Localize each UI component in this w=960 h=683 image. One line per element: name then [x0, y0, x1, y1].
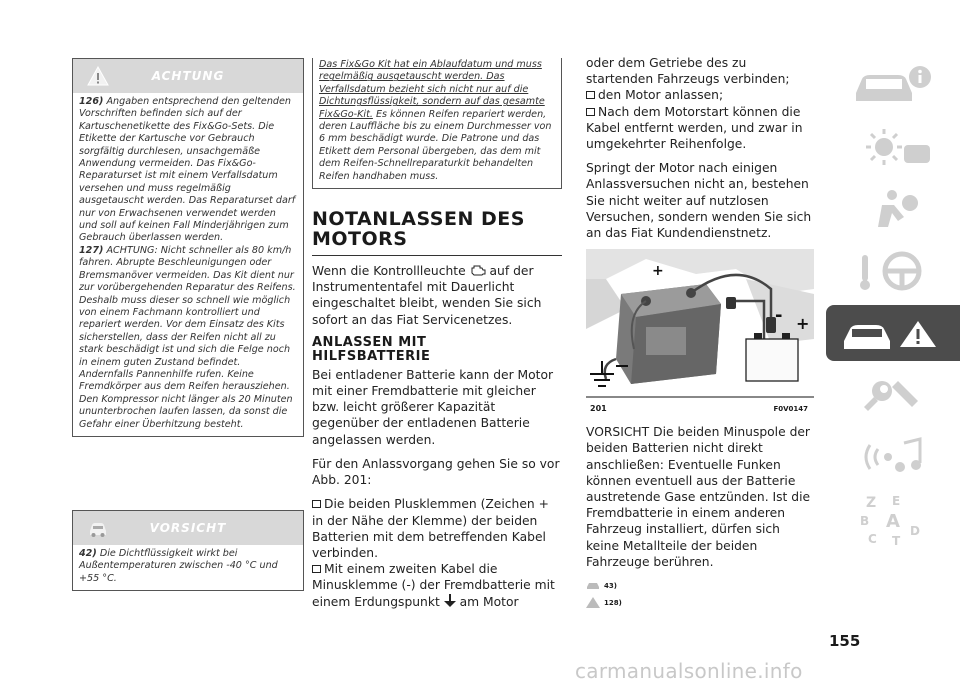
continued-box — [312, 58, 562, 189]
svg-text:+: + — [652, 263, 664, 280]
svg-text:+: + — [796, 314, 810, 334]
figure-number: 201 — [590, 404, 607, 414]
service-wrench-icon — [848, 373, 938, 417]
svg-text:T: T — [892, 534, 901, 547]
svg-text:A: A — [886, 511, 900, 532]
figure-jump-start — [586, 249, 814, 419]
dashboard-lights-icon — [848, 125, 938, 169]
subsection-body — [312, 367, 562, 610]
subsection-heading-line2: HILFSBATTERIE — [312, 348, 431, 364]
checkbox-bullet-icon — [586, 91, 595, 99]
vorsicht-paragraph: VORSICHT Die beiden Minuspole der beiden Batterien nicht direkt anschließen: Eventuelle Funken können eventuell aus der Batterie austretende Gase entzünden. Ist die Fremdbatterie in einem anderen Fahrzeug installiert, dürfen sich keine Metallteile der beiden Fahrzeuge berühren. — [586, 425, 811, 569]
note-126-number: 126) — [79, 96, 104, 107]
checkbox-bullet-icon — [586, 108, 595, 116]
section-intro — [312, 263, 562, 328]
checkbox-bullet-icon — [312, 565, 321, 573]
tab-dashboard-lights[interactable] — [826, 119, 960, 175]
intro-text-before: Wenn die Kontrollleuchte — [312, 264, 466, 279]
svg-text:-: - — [775, 305, 783, 327]
tab-car-info[interactable] — [826, 57, 960, 113]
reference-128: 128) — [586, 597, 814, 608]
right-text-bottom — [586, 424, 814, 570]
note-127-text: ACHTUNG: Nicht schneller als 80 km/h fahren. Abrupte Beschleunigungen oder Bremsmanöver vermeiden. Das Kit dient nur zur vorübergehenden Reparatur des Reifens. Deshalb muss dieser so schnell wie möglich von einem Fachmann kontrolliert und repariert werden. Vor dem Einsatz des Kits sicherstellen, dass der Reifen nicht all zu stark beschädigt ist und sich die Felge noch in einem guten Zustand befindet. Andernfalls Pannenhilfe rufen. Keine Fremdkörper aus dem Reifen herausziehen. Den Kompressor nicht länger als 20 Minuten ununterbrochen laufen lassen, da sonst die Gefahr einer Überhitzung besteht. — [79, 244, 296, 430]
note-126 — [79, 96, 297, 245]
watermark: carmanualsonline.info — [575, 659, 803, 683]
breakdown-warning-icon — [838, 311, 948, 355]
checkbox-bullet-icon — [312, 500, 321, 508]
vorsicht-header — [73, 511, 303, 545]
note-126-text: Angaben entsprechend den geltenden Vorschriften befinden sich auf der Kartuschenetikette des Fix&Go-Sets. Die Etikette der Kartusche vor Gebrauch sorgfältig durchlesen, unsachgemäße Anwendung vermeiden. Das Fix&Go-Reparaturset ist mit einem Verfallsdatum versehen und muss regelmäßig ausgetauscht werden. Das Reparaturset darf nur von Erwachsenen verwendet werden und soll auf keinen Fall Minderjährigen zum Gebrauch überlassen werden. — [79, 96, 296, 244]
right-text-top — [586, 55, 814, 241]
tab-index[interactable] — [826, 491, 960, 547]
note-127-number: 127) — [79, 244, 104, 256]
vorsicht-title: VORSICHT — [149, 521, 227, 535]
fixgo-repair-text: Es können Reifen repariert werden, deren Lauffläche bis zu einem Durchmesser von 6 mm beschädigt wurde. Die Patrone und das Etikett dem Personal übergeben, das dem mit dem Reifen-Schnellreparaturkit behandelten Reifen handhaben muss. — [319, 108, 552, 182]
achtung-body — [73, 93, 303, 436]
para-procedure: Für den Anlassvorgang gehen Sie so vor Abb. 201: — [312, 456, 560, 488]
warning-small-icon — [586, 597, 600, 608]
achtung-header — [73, 59, 303, 93]
battery-jump-illustration — [586, 249, 814, 419]
ground-point-icon — [444, 594, 456, 608]
svg-text:Z: Z — [866, 495, 877, 511]
reference-43: 43) — [586, 580, 814, 591]
alphabet-index-icon — [848, 491, 938, 547]
subsection-heading-line1: ANLASSEN MIT — [312, 334, 427, 350]
vorsicht-body — [73, 545, 303, 590]
engine-warning-icon — [470, 264, 486, 276]
car-caution-small-icon — [586, 580, 600, 591]
section-heading-line2: MOTORS — [312, 228, 408, 251]
svg-text:E: E — [892, 494, 901, 508]
tab-multimedia[interactable] — [826, 429, 960, 485]
step-2: Mit einem zweiten Kabel die Minusklemme (-) der Fremdbatterie mit einem Erdungspunkt am Motor — [312, 562, 555, 609]
page-number: 155 — [829, 632, 861, 650]
note-127 — [79, 245, 297, 431]
note-42-text: Die Dichtflüssigkeit wirkt bei Außentemperaturen zwischen -40 °C und +55 °C. — [79, 548, 278, 584]
note-42-number: 42) — [79, 548, 97, 559]
tab-maintenance[interactable] — [826, 367, 960, 423]
svg-text:B: B — [860, 514, 870, 528]
chapter-sidebar — [826, 57, 960, 553]
warning-triangle-icon — [87, 66, 109, 86]
car-caution-icon — [87, 518, 109, 538]
achtung-title: ACHTUNG — [151, 69, 225, 83]
continued-body — [313, 58, 561, 188]
subsection-heading — [312, 336, 562, 364]
airbag-seat-icon — [848, 187, 938, 231]
para-no-start: Springt der Motor nach einigen Anlassversuchen nicht an, bestehen Sie nicht weiter auf nutzlosen Versuchen, sondern wenden Sie sich an das Fiat Kundendienstnetz. — [586, 161, 812, 241]
steering-wheel-icon — [848, 249, 938, 293]
svg-text:D: D — [910, 524, 920, 538]
middle-column — [312, 58, 562, 610]
tab-starting-driving[interactable] — [826, 243, 960, 299]
right-column — [586, 55, 814, 608]
tab-emergency[interactable] — [826, 305, 960, 361]
multimedia-icon — [848, 435, 938, 479]
tab-safety[interactable] — [826, 181, 960, 237]
intro-text-after: auf der Instrumententafel mit Dauerlicht eingeschaltet bleibt, wenden Sie sich sofort an das Fiat Servicenetzes. — [312, 264, 542, 327]
section-heading — [312, 209, 562, 256]
fixgo-expiry-text: Das Fix&Go Kit hat ein Ablaufdatum und muss regelmäßig ausgetauscht werden. Das Verfallsdatum bezieht sich nicht nur auf die Dichtungsflüssigkeit, sondern auf das gesamte Fix&Go-Kit. — [319, 59, 545, 120]
section-heading-line1: NOTANLASSEN DES — [312, 208, 525, 231]
left-column — [72, 58, 304, 584]
figure-code: F0V0147 — [773, 405, 808, 414]
car-info-icon — [848, 63, 938, 107]
step-2-continued: oder dem Getriebe des zu startenden Fahrzeugs verbinden; — [586, 56, 790, 87]
para-discharged-battery: Bei entladener Batterie kann der Motor mit einer Fremdbatterie mit gleicher bzw. leicht größerer Kapazität gegenüber der entladenen Batterie angelassen werden. — [312, 367, 554, 447]
svg-text:C: C — [868, 532, 877, 546]
step-4: Nach dem Motorstart können die Kabel entfernt werden, und zwar in umgekehrter Reihenfolge. — [586, 104, 803, 152]
note-42 — [79, 548, 297, 585]
vorsicht-box — [72, 510, 304, 591]
step-1: Die beiden Plusklemmen (Zeichen + in der Nähe der Klemme) der beiden Batterien mit dem betreffenden Kabel verbinden. — [312, 497, 549, 560]
achtung-box — [72, 58, 304, 437]
step-3: den Motor anlassen; — [586, 87, 814, 103]
